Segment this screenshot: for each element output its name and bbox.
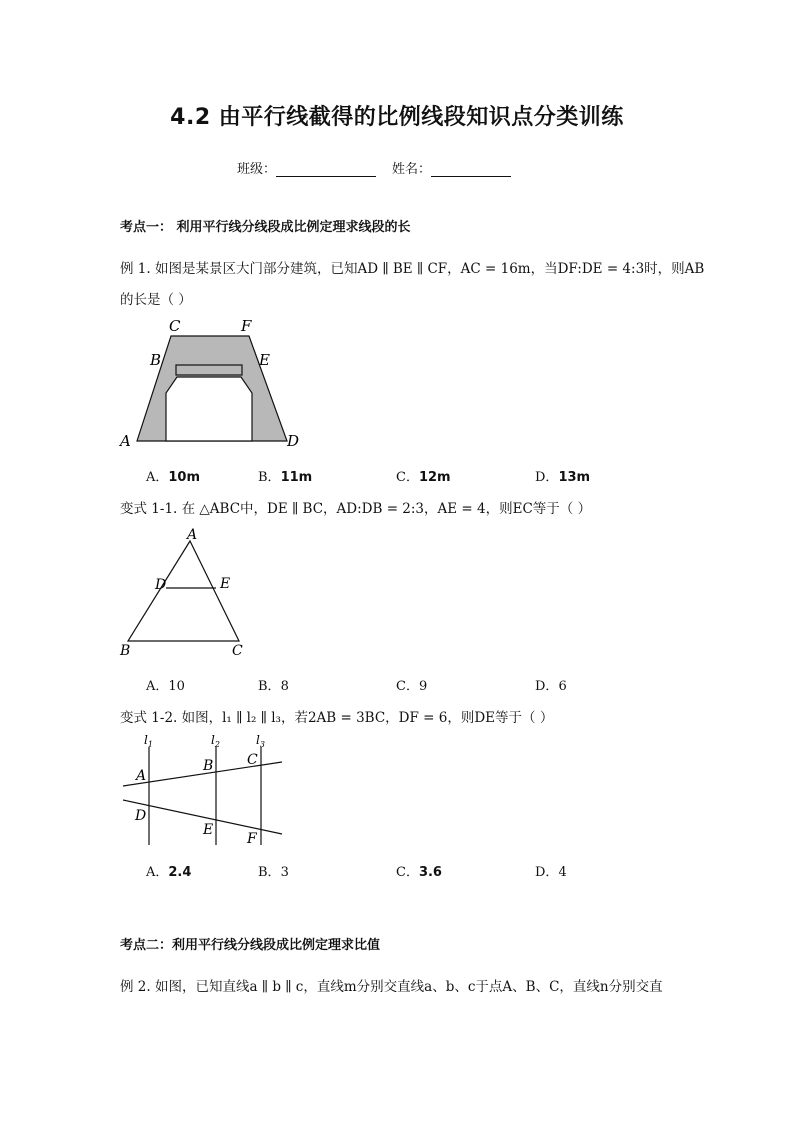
section2-heading: 考点二：利用平行线分线段成比例定理求比值 — [120, 938, 381, 953]
label-B: B — [203, 758, 214, 774]
label-E: E — [259, 351, 270, 369]
ex1-option-a[interactable]: A．10m — [146, 470, 201, 485]
label-C: C — [247, 752, 258, 768]
v1-option-c[interactable]: C．9 — [396, 679, 428, 694]
ex1-option-d[interactable]: D．13m — [535, 470, 591, 485]
variant1-text: 变式 1-1. 在 △ABC中，DE ∥ BC，AD:DB = 2:3，AE = 4，则EC等于（ ） — [120, 501, 592, 517]
name-label: 姓名： — [392, 162, 432, 177]
class-blank — [276, 162, 376, 177]
v1-option-a[interactable]: A．10 — [146, 679, 185, 694]
ex1-option-c[interactable]: C．12m — [396, 470, 451, 485]
label-F: F — [247, 831, 257, 847]
label-E: E — [220, 576, 231, 592]
parallel-lines-figure — [115, 730, 290, 850]
example1-text-line2: 的长是（ ） — [120, 292, 192, 308]
label-D: D — [287, 432, 300, 450]
class-label: 班级： — [237, 162, 277, 177]
label-l1: $l_1$ — [144, 733, 153, 749]
label-A: A — [136, 768, 147, 784]
section1-heading: 考点一： 利用平行线分线段成比例定理求线段的长 — [120, 220, 411, 235]
variant2-text: 变式 1-2. 如图，l₁ ∥ l₂ ∥ l₃，若2AB = 3BC，DF = 6，则DE等于（ ） — [120, 710, 554, 726]
gate-plaque — [176, 365, 242, 375]
v1-option-b[interactable]: B．8 — [258, 679, 289, 694]
label-A: A — [120, 432, 131, 450]
triangle-figure — [115, 525, 255, 660]
label-B: B — [120, 643, 131, 659]
label-D: D — [135, 808, 147, 824]
label-E: E — [203, 822, 214, 838]
v1-option-d[interactable]: D．6 — [535, 679, 567, 694]
name-blank — [431, 162, 511, 177]
label-l2: $l_2$ — [211, 733, 220, 749]
v2-option-b[interactable]: B．3 — [258, 865, 289, 880]
label-B: B — [150, 351, 162, 369]
label-C: C — [169, 317, 181, 335]
gate-figure — [115, 315, 315, 455]
example1-text-line1: 例 1. 如图是某景区大门部分建筑，已知AD ∥ BE ∥ CF，AC = 16m，当DF:DE = 4:3时，则AB — [120, 261, 705, 277]
name-field — [392, 158, 511, 177]
gate-opening — [166, 377, 252, 441]
label-F: F — [241, 317, 252, 335]
page-title: 4.2 由平行线截得的比例线段知识点分类训练 — [170, 105, 624, 130]
v2-option-a[interactable]: A．2.4 — [146, 865, 192, 880]
example2-text-line1: 例 2. 如图，已知直线a ∥ b ∥ c，直线m分别交直线a、b、c于点A、B、C，直线n分别交直 — [120, 979, 663, 995]
v2-option-d[interactable]: D．4 — [535, 865, 567, 880]
label-A: A — [187, 527, 198, 543]
label-D: D — [155, 577, 167, 593]
ex1-option-b[interactable]: B．11m — [258, 470, 313, 485]
label-C: C — [232, 643, 243, 659]
class-field — [237, 158, 376, 177]
v2-option-c[interactable]: C．3.6 — [396, 865, 442, 880]
label-l3: $l_3$ — [256, 733, 265, 749]
